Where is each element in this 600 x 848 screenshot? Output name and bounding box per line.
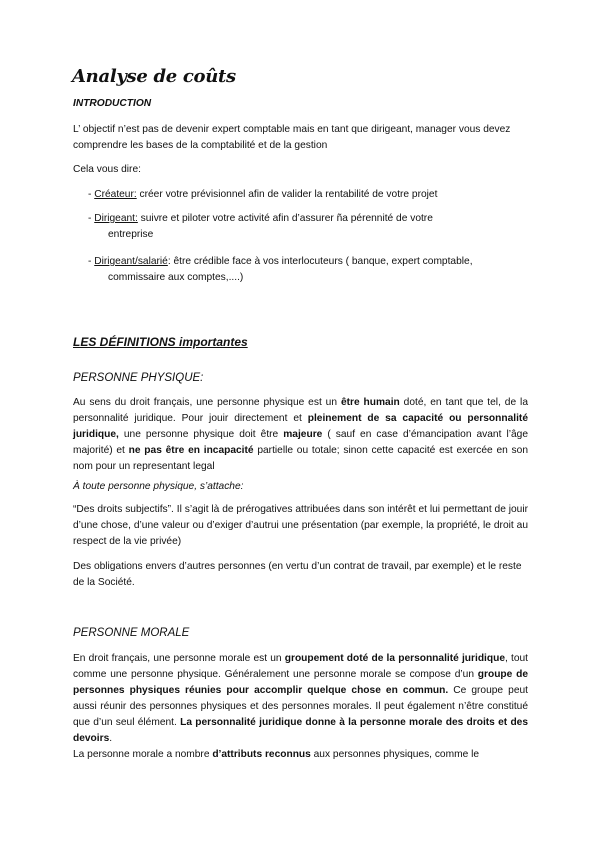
pp-paragraph-1: Au sens du droit français, une personne physique est un être humain doté, en tant que tel, de la personnalité juridique. Pour jouir directement et pleinement de sa capacité ou personnalité juridique, une personne physique doit être majeure ( sauf en case d’émancipation avant l’âge majorité) et ne pas être en incapacité partielle ou totale; sinon cette capacité est exercée en son nom pour un representant legal	[73, 397, 528, 472]
personne-morale-heading: PERSONNE MORALE	[73, 627, 190, 639]
pm-paragraph-1: En droit français, une personne morale est un groupement doté de la personnalité juridique, tout comme une personne physique. Généralement une personne morale se compose d’un groupe de personnes physiques réunies pour accomplir quelque chose en commun. Ce groupe peut aussi réunir des personnes physiques et des personnes morales. Il peut également n’être constitué que d’un seul élément. La personnalité juridique donne à la personne morale des droits et des devoirs.	[73, 653, 529, 744]
bullet-dirigeant: - Dirigeant: suivre et piloter votre activité afin d’assurer ña pérennité de votre entreprise	[88, 213, 433, 240]
bullet-createur: - Créateur: créer votre prévisionnel afin de valider la rentabilité de votre projet	[88, 189, 438, 200]
intro-heading: INTRODUCTION	[73, 98, 152, 109]
bullet-term: Dirigeant:	[94, 213, 138, 224]
pm-paragraph-2: La personne morale a nombre d’attributs reconnus aux personnes physiques, comme le	[73, 749, 479, 760]
bullet-term: Dirigeant/salarié	[94, 256, 168, 267]
document-title: Analyse de coûts	[72, 66, 236, 87]
pp-attach-line: À toute personne physique, s’attache:	[73, 481, 244, 492]
definitions-heading: LES DÉFINITIONS importantes	[73, 335, 248, 349]
pp-paragraph-3: Des obligations envers d’autres personnes (en vertu d’un contrat de travail, par exemple) et le reste de la Société.	[73, 561, 522, 588]
cela-line: Cela vous dire:	[73, 164, 141, 175]
bullet-term: Créateur:	[94, 189, 137, 200]
personne-physique-heading: PERSONNE PHYSIQUE:	[73, 372, 204, 384]
bullet-dirigeant-salarie: - Dirigeant/salarié: être crédible face à vos interlocuteurs ( banque, expert comptable, commissaire aux comptes,....)	[88, 256, 473, 283]
intro-paragraph: L’ objectif n’est pas de devenir expert comptable mais en tant que dirigeant, manager vous devez comprendre les bases de la comptabilité et de la gestion	[73, 124, 511, 151]
pp-paragraph-2: “Des droits subjectifs”. Il s’agit là de prérogatives attribuées dans son intérêt et lui permettant de jouir d’une chose, d’une valeur ou d’exiger d’autrui une présentation (par exemple, la propriété, le droit au respect de la vie privée)	[73, 504, 528, 547]
